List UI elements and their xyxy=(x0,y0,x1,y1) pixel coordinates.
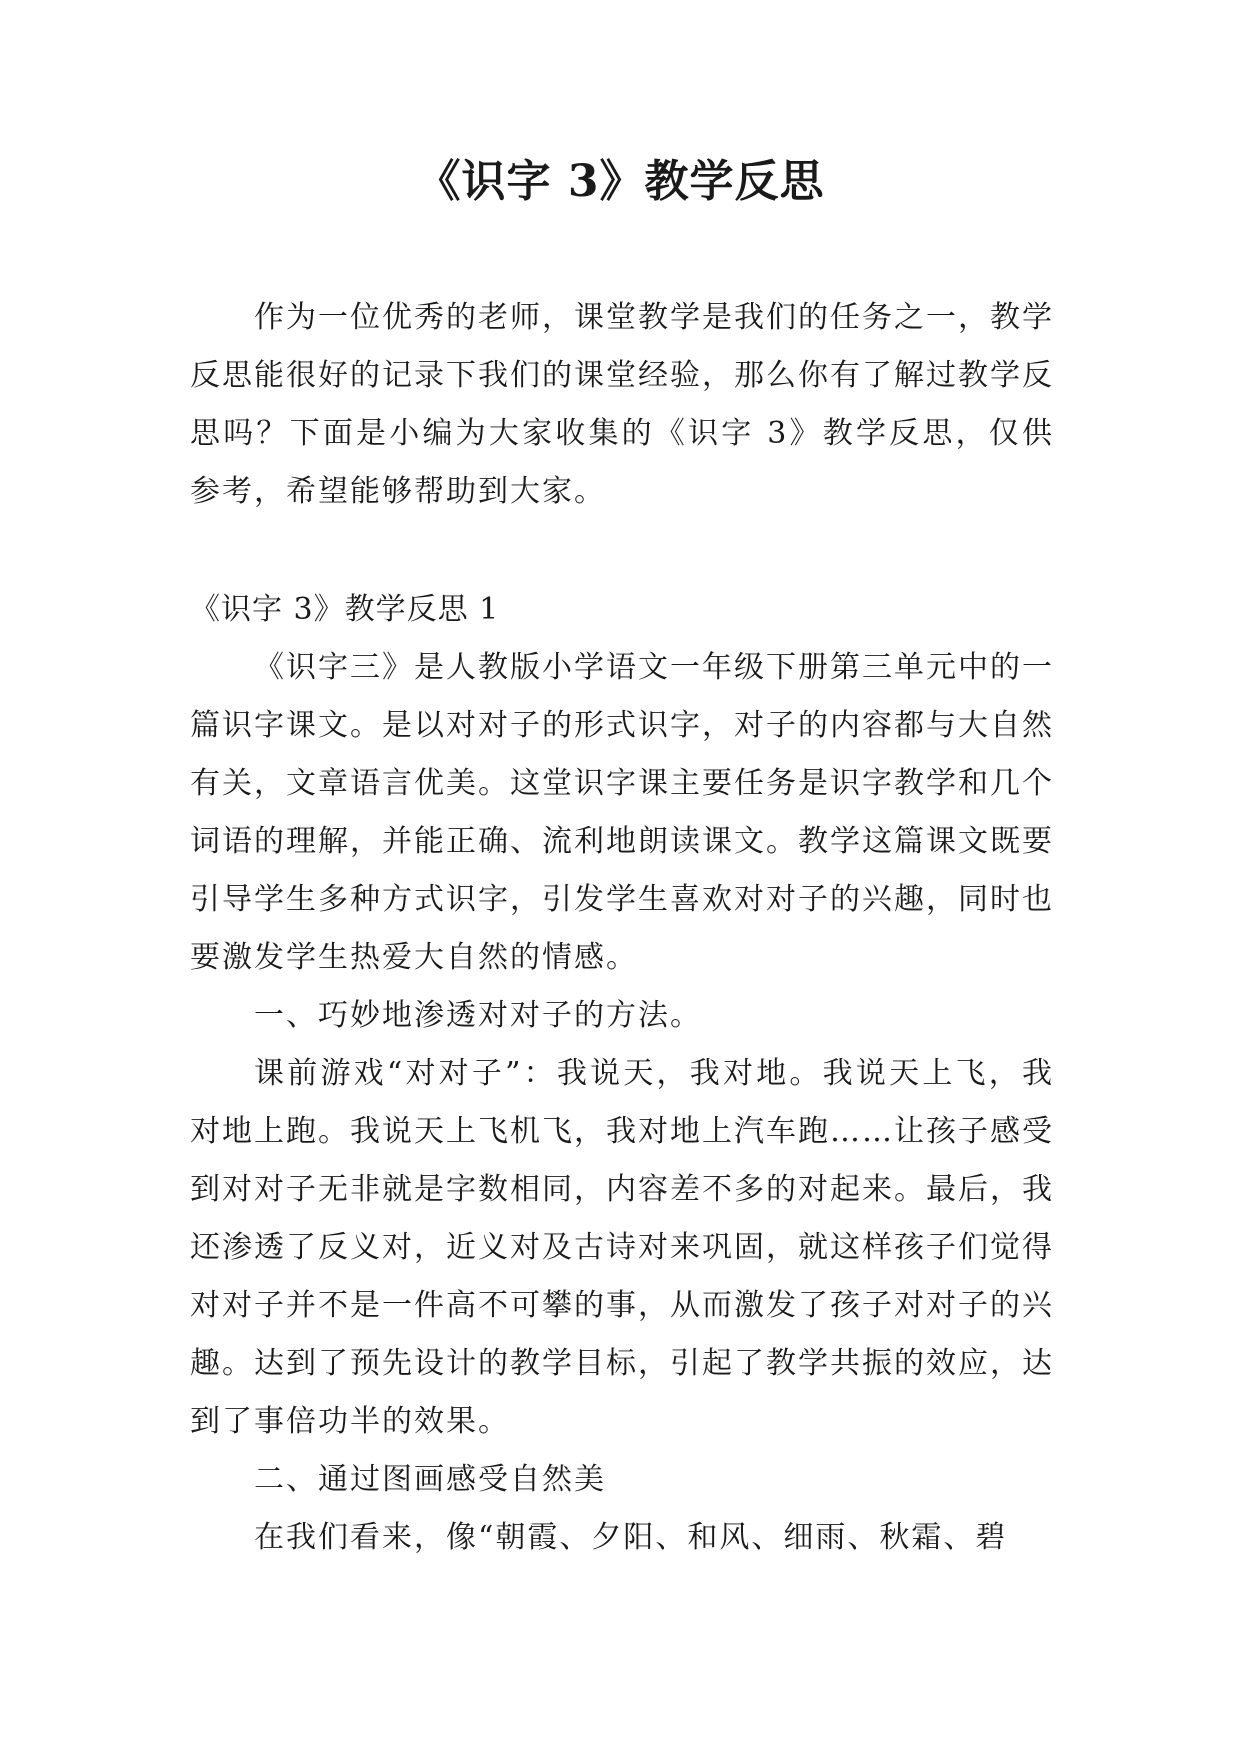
body-paragraph: 在我们看来，像“朝霞、夕阳、和风、细雨、秋霜、碧 xyxy=(254,1520,1008,1555)
intro-paragraph: 作为一位优秀的老师，课堂教学是我们的任务之一，教学反思能很好的记录下我们的课堂经验，那么你有了解过教学反思吗？下面是小编为大家收集的《识字 3》教学反思，仅供参考，希望能够帮助到大家。 xyxy=(190,300,1054,509)
body-paragraph: 《识字三》是人教版小学语文一年级下册第三单元中的一篇识字课文。是以对对子的形式识字，对子的内容都与大自然有关，文章语言优美。这堂识字课主要任务是识字教学和几个词语的理解，并能正确、流利地朗读课文。教学这篇课文既要引导学生多种方式识字，引发学生喜欢对对子的兴趣，同时也要激发学生热爱大自然的情感。 xyxy=(190,650,1054,975)
subheading-paragraph: 二、通过图画感受自然美 xyxy=(254,1462,606,1497)
subheading-paragraph: 一、巧妙地渗透对对子的方法。 xyxy=(254,998,702,1033)
document-title: 《识字 3》教学反思 xyxy=(416,156,825,207)
body-paragraph: 课前游戏“对对子”：我说天，我对地。我说天上飞，我对地上跑。我说天上飞机飞，我对地上汽车跑……让孩子感受到对对子无非就是字数相同，内容差不多的对起来。最后，我还渗透了反义对，近义对及古诗对来巩固，就这样孩子们觉得对对子并不是一件高不可攀的事，从而激发了孩子对对子的兴趣。达到了预先设计的教学目标，引起了教学共振的效应，达到了事倍功半的效果。 xyxy=(190,1056,1054,1439)
section-heading: 《识字 3》教学反思 1 xyxy=(190,592,500,627)
